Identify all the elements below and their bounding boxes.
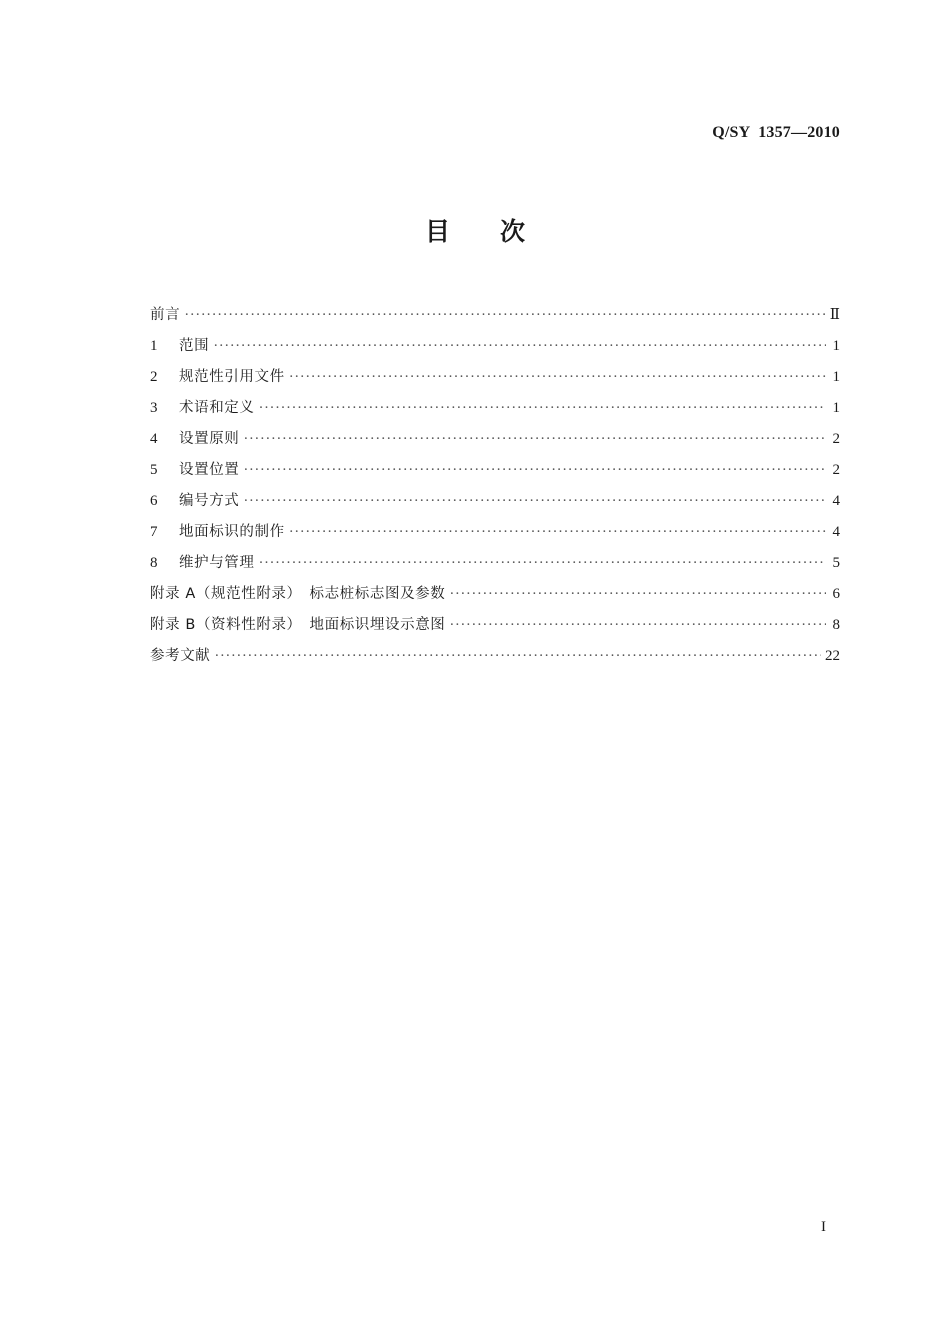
toc-entry-page: 8 bbox=[832, 617, 840, 633]
toc-entry-label: 附录 B（资料性附录） 地面标识埋设示意图 bbox=[150, 617, 446, 633]
toc-entry-number: 7 bbox=[150, 524, 158, 540]
toc-leader-dots bbox=[449, 610, 826, 641]
toc-leader-dots bbox=[214, 641, 821, 672]
toc-entry-page: 2 bbox=[832, 431, 840, 447]
toc-entry-label: 地面标识的制作 bbox=[179, 524, 285, 540]
toc-leader-dots bbox=[243, 455, 826, 486]
toc-entry-page: 4 bbox=[832, 524, 840, 540]
toc-entry-label: 维护与管理 bbox=[179, 555, 255, 571]
toc-entry-page: 5 bbox=[832, 555, 840, 571]
toc-entry-scope[interactable] bbox=[150, 331, 840, 362]
toc-entry-appendix-b[interactable] bbox=[150, 610, 840, 641]
toc-entry-setup-principles[interactable] bbox=[150, 424, 840, 455]
toc-entry-page: 6 bbox=[832, 586, 840, 602]
toc-entry-number: 8 bbox=[150, 555, 158, 571]
toc-entry-number: 1 bbox=[150, 338, 158, 354]
page-number: I bbox=[821, 1219, 826, 1235]
toc-leader-dots bbox=[289, 362, 826, 393]
toc-entry-number: 4 bbox=[150, 431, 158, 447]
toc-entry-terms-definitions[interactable] bbox=[150, 393, 840, 424]
toc-entry-page: 1 bbox=[832, 369, 840, 385]
toc-entry-references[interactable] bbox=[150, 641, 840, 672]
toc-entry-preface[interactable] bbox=[150, 300, 840, 331]
toc-entry-label: 设置位置 bbox=[179, 462, 240, 478]
toc-leader-dots bbox=[259, 393, 827, 424]
page-title: 目次 bbox=[424, 217, 575, 246]
toc-leader-dots bbox=[289, 517, 826, 548]
toc-entry-label: 设置原则 bbox=[179, 431, 240, 447]
toc-entry-label: 编号方式 bbox=[179, 493, 240, 509]
toc-entry-marker-production[interactable] bbox=[150, 517, 840, 548]
toc-entry-label: 参考文献 bbox=[150, 648, 211, 664]
toc-entry-label: 术语和定义 bbox=[179, 400, 255, 416]
toc-entry-maintenance[interactable] bbox=[150, 548, 840, 579]
toc-leader-dots bbox=[213, 331, 826, 362]
toc-entry-appendix-a[interactable] bbox=[150, 579, 840, 610]
toc-entry-page: 4 bbox=[832, 493, 840, 509]
toc-entry-setup-location[interactable] bbox=[150, 455, 840, 486]
toc-leader-dots bbox=[243, 424, 826, 455]
toc-leader-dots bbox=[243, 486, 826, 517]
toc-entry-normative-references[interactable] bbox=[150, 362, 840, 393]
toc-entry-number: 6 bbox=[150, 493, 158, 509]
toc-leader-dots bbox=[259, 548, 827, 579]
toc-leader-dots bbox=[184, 300, 826, 331]
toc-entry-label: 附录 A（规范性附录） 标志桩标志图及参数 bbox=[150, 586, 446, 602]
table-of-contents bbox=[150, 300, 840, 672]
toc-entry-number: 3 bbox=[150, 400, 158, 416]
toc-entry-page: Ⅱ bbox=[829, 307, 840, 323]
toc-entry-label: 范围 bbox=[179, 338, 210, 354]
toc-entry-label: 规范性引用文件 bbox=[179, 369, 285, 385]
toc-entry-page: 1 bbox=[832, 338, 840, 354]
toc-leader-dots bbox=[449, 579, 826, 610]
document-code: Q/SY 1357—2010 bbox=[712, 124, 840, 141]
toc-entry-page: 1 bbox=[832, 400, 840, 416]
toc-entry-page: 2 bbox=[832, 462, 840, 478]
toc-entry-page: 22 bbox=[825, 648, 840, 664]
toc-entry-numbering-method[interactable] bbox=[150, 486, 840, 517]
toc-entry-number: 5 bbox=[150, 462, 158, 478]
toc-entry-label: 前言 bbox=[150, 307, 181, 323]
toc-entry-number: 2 bbox=[150, 369, 158, 385]
